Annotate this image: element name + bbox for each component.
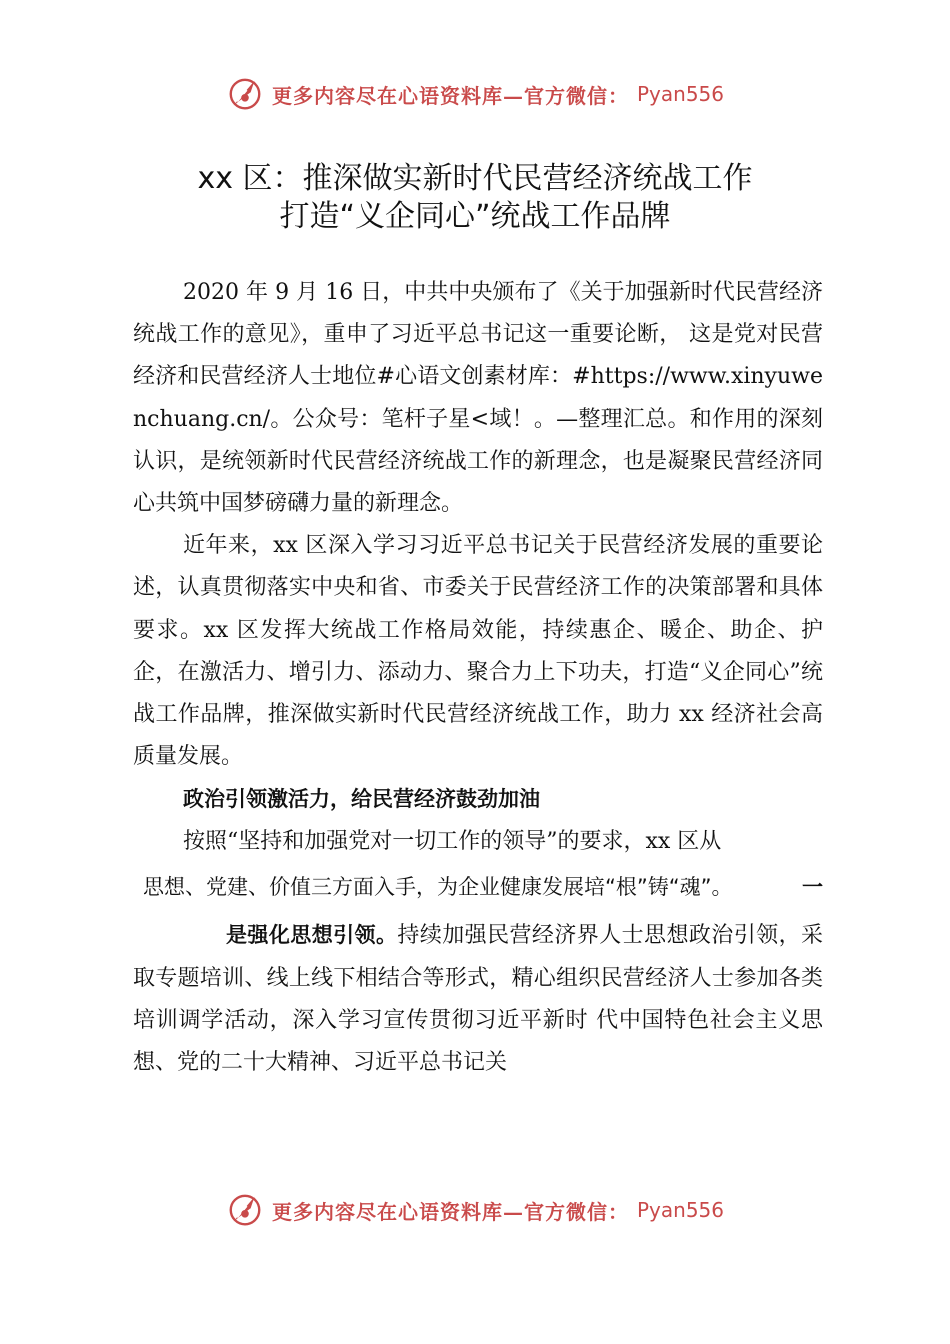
banner-wechat-handle: Pyan556 xyxy=(636,82,724,106)
document-body xyxy=(133,272,823,1084)
footer-banner xyxy=(0,1188,950,1232)
paragraph-4 xyxy=(133,910,823,1084)
section-heading: 政治引领激活力，给民营经济鼓劲加油 xyxy=(183,787,540,812)
paragraph-3-line-2-row xyxy=(133,864,823,910)
paragraph-3-dash: 一 xyxy=(802,875,823,900)
quill-logo-icon xyxy=(226,75,264,113)
title-line-2: 打造“义企同心”统战工作品牌 xyxy=(279,199,671,234)
banner-text: 更多内容尽在心语资料库—官方微信： xyxy=(271,1199,629,1224)
paragraph-2: 近年来，xx 区深入学习习近平总书记关于民营经济发展的重要论述，认真贯彻落实中央和省、市委关于民营经济工作的决策部署和具体要求。xx 区发挥大统战工作格局效能，持续惠企、暖企、助企、护企，在激活力、增引力、添动力、聚合力上下功夫，打造“义企同心”统战工作品牌，推深做实新时代民营经济统战工作，助力 xx 经济社会高质量发展。 xyxy=(133,533,823,770)
paragraph-4-lead: 是强化思想引领。 xyxy=(226,923,398,948)
title-line-1: xx 区：推深做实新时代民营经济统战工作 xyxy=(197,161,753,196)
document-title xyxy=(60,160,890,236)
header-banner xyxy=(0,72,950,116)
paragraph-1: 2020 年 9 月 16 日，中共中央颁布了《关于加强新时代民营经济统战工作的意见》，重申了习近平总书记这一重要论断， 这是党对民营经济和民营经济人士地位#心语文创素材库：#https://www.xinyuwenchuang.cn/。公众号：笔杆子星<域！。—整理汇总。和作用的深刻认识，是统领新时代民营经济统战工作的新理念，也是凝聚民营经济同心共筑中国梦磅礴力量的新理念。 xyxy=(133,280,823,517)
paragraph-3-line-2: 思想、党建、价值三方面入手，为企业健康发展培“根”铸“魂”。 xyxy=(143,875,733,900)
paragraph-4-text: 持续加强民营经济界人士思想政治引领，采取专题培训、线上线下相结合等形式，精心组织民营经济人士参加各类培训调学活动，深入学习宣传贯彻习近平新时 代中国特色社会主义思想、党的二十大精神、习近平总书记关 xyxy=(133,923,823,1076)
quill-logo-icon xyxy=(226,1191,264,1229)
banner-text: 更多内容尽在心语资料库—官方微信： xyxy=(271,83,629,108)
paragraph-3-line-1: 按照“坚持和加强党对一切工作的领导”的要求，xx 区从 xyxy=(183,829,722,855)
banner-wechat-handle: Pyan556 xyxy=(636,1198,724,1222)
